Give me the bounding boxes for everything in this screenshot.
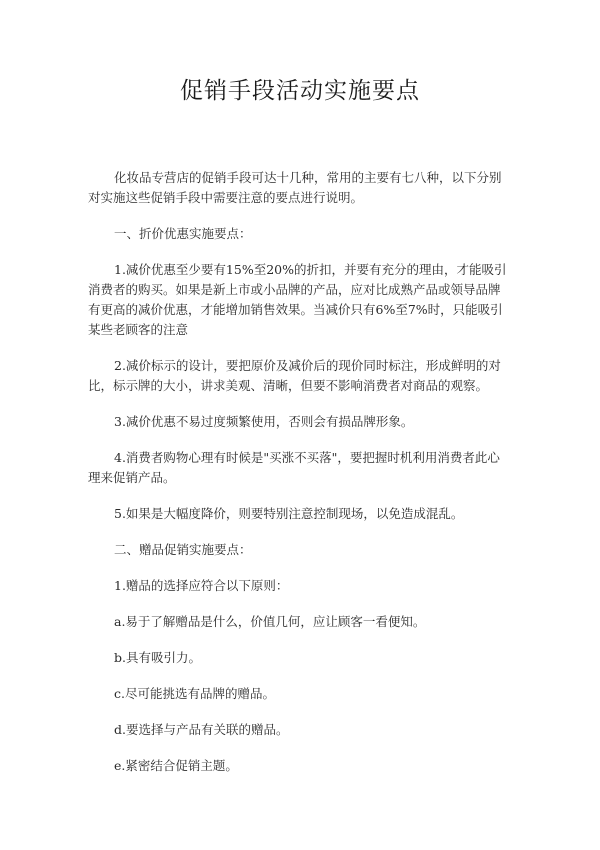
gift-point-1: 1.赠品的选择应符合以下原则： bbox=[114, 578, 289, 593]
gift-rule-e: e.紧密结合促销主题。 bbox=[114, 758, 238, 773]
discount-point-3: 3.减价优惠不易过度频繁使用，否则会有损品牌形象。 bbox=[114, 414, 414, 429]
section-heading-gift: 二、赠品促销实施要点： bbox=[114, 542, 252, 557]
gift-rule-a: a.易于了解赠品是什么，价值几何，应让顾客一看便知。 bbox=[114, 614, 426, 629]
gift-rule-d: d.要选择与产品有关联的赠品。 bbox=[114, 722, 289, 737]
intro-paragraph: 化妆品专营店的促销手段可达十几种，常用的主要有七八种，以下分别对实施这些促销手段中需要注意的要点进行说明。 bbox=[88, 170, 502, 205]
gift-rule-b: b.具有吸引力。 bbox=[114, 650, 201, 665]
discount-point-4: 4.消费者购物心理有时候是"买涨不买落"，要把握时机利用消费者此心理来促销产品。 bbox=[88, 450, 500, 485]
discount-point-5: 5.如果是大幅度降价，则要特别注意控制现场，以免造成混乱。 bbox=[114, 506, 464, 521]
discount-point-2: 2.减价标示的设计，要把原价及减价后的现价同时标注，形成鲜明的对比，标示牌的大小，讲求美观、清晰，但要不影响消费者对商品的观察。 bbox=[88, 358, 501, 393]
page-title: 促销手段活动实施要点 bbox=[180, 78, 420, 104]
discount-point-1: 1.减价优惠至少要有15%至20%的折扣，并要有充分的理由，才能吸引消费者的购买。如果是新上市或小品牌的产品，应对比成熟产品或领导品牌有更高的减价优惠，才能增加销售效果。当减价只有6%至7%时，只能吸引某些老顾客的注意 bbox=[88, 262, 507, 337]
gift-rule-c: c.尽可能挑选有品牌的赠品。 bbox=[114, 686, 275, 701]
section-heading-discount: 一、折价优惠实施要点： bbox=[114, 226, 252, 241]
